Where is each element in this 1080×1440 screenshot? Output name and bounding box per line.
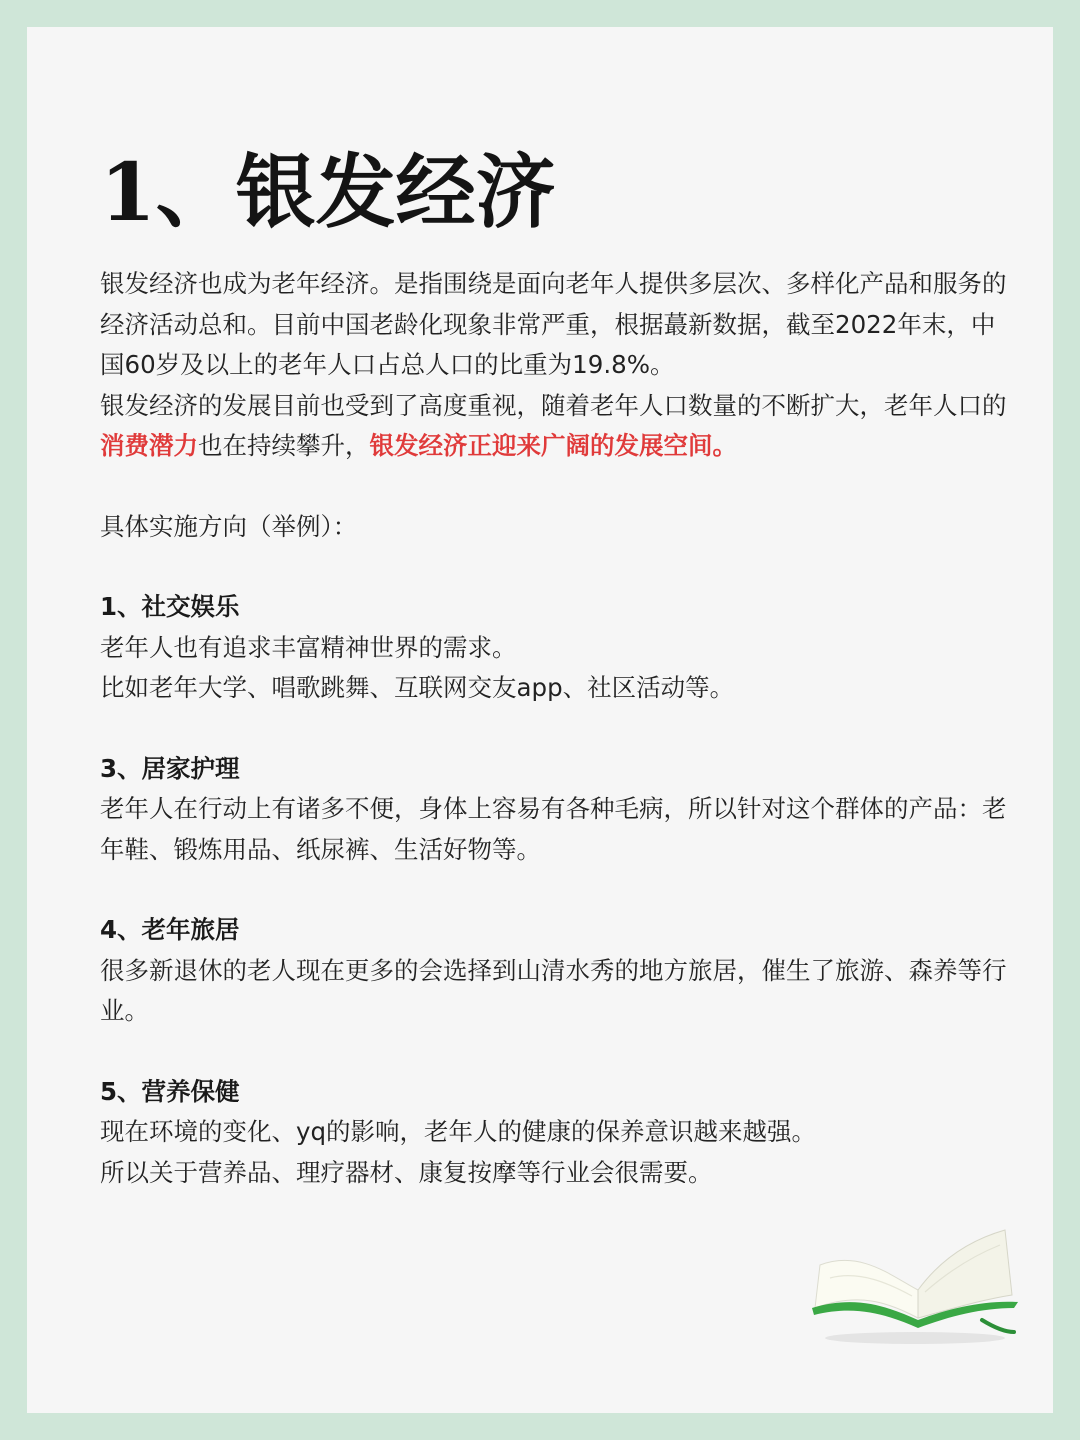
- section-social-entertainment: [100, 587, 1010, 709]
- intro-text-continued: 也在持续攀升，: [198, 431, 370, 460]
- spacer: [100, 547, 1010, 587]
- section-title: 4、老年旅居: [100, 915, 240, 944]
- section-title: 1、社交娱乐: [100, 592, 240, 621]
- section-line: 比如老年大学、唱歌跳舞、互联网交友app、社区活动等。: [100, 673, 735, 702]
- intro-paragraph-2: [100, 386, 1010, 467]
- section-home-care: [100, 749, 1010, 871]
- section-title: 5、营养保健: [100, 1076, 240, 1106]
- section-line: 老年人也有追求丰富精神世界的需求。: [100, 632, 517, 662]
- spacer: [100, 1032, 1010, 1072]
- intro-paragraph-1: 银发经济也成为老年经济。是指围绕是面向老年人提供多层次、多样化产品和服务的经济活动总和。目前中国老龄化现象非常严重，根据蕞新数据，截至2022年末，中国60岁及以上的老年人口占总人口的比重为19.8%。: [100, 269, 1007, 379]
- section-nutrition-health: [100, 1072, 1010, 1194]
- section-line: 所以关于营养品、理疗器材、康复按摩等行业会很需要。: [100, 1157, 713, 1187]
- spacer: [100, 467, 1010, 507]
- spacer: [100, 709, 1010, 749]
- intro-text: 银发经济的发展目前也受到了高度重视，随着老年人口数量的不断扩大，老年人口的: [100, 390, 1007, 420]
- open-book-icon: [800, 1220, 1030, 1350]
- section-line: 老年人在行动上有诸多不便，身体上容易有各种毛病，所以针对这个群体的产品：老年鞋、锻炼用品、纸尿裤、生活好物等。: [100, 794, 1007, 864]
- article-body: [100, 264, 1010, 1193]
- directions-label: 具体实施方向（举例）：: [100, 511, 358, 541]
- highlight-consumption-potential: 消费潜力: [100, 431, 198, 460]
- highlight-development-space: 银发经济正迎来广阔的发展空间。: [369, 431, 737, 460]
- section-line: 现在环境的变化、yq的影响，老年人的健康的保养意识越来越强。: [100, 1117, 817, 1146]
- page-title: 1、银发经济: [100, 145, 556, 239]
- section-title: 3、居家护理: [100, 753, 240, 783]
- section-line: 很多新退休的老人现在更多的会选择到山清水秀的地方旅居，催生了旅游、森养等行业。: [100, 955, 1007, 1025]
- spacer: [100, 870, 1010, 910]
- section-elderly-travel: [100, 910, 1010, 1032]
